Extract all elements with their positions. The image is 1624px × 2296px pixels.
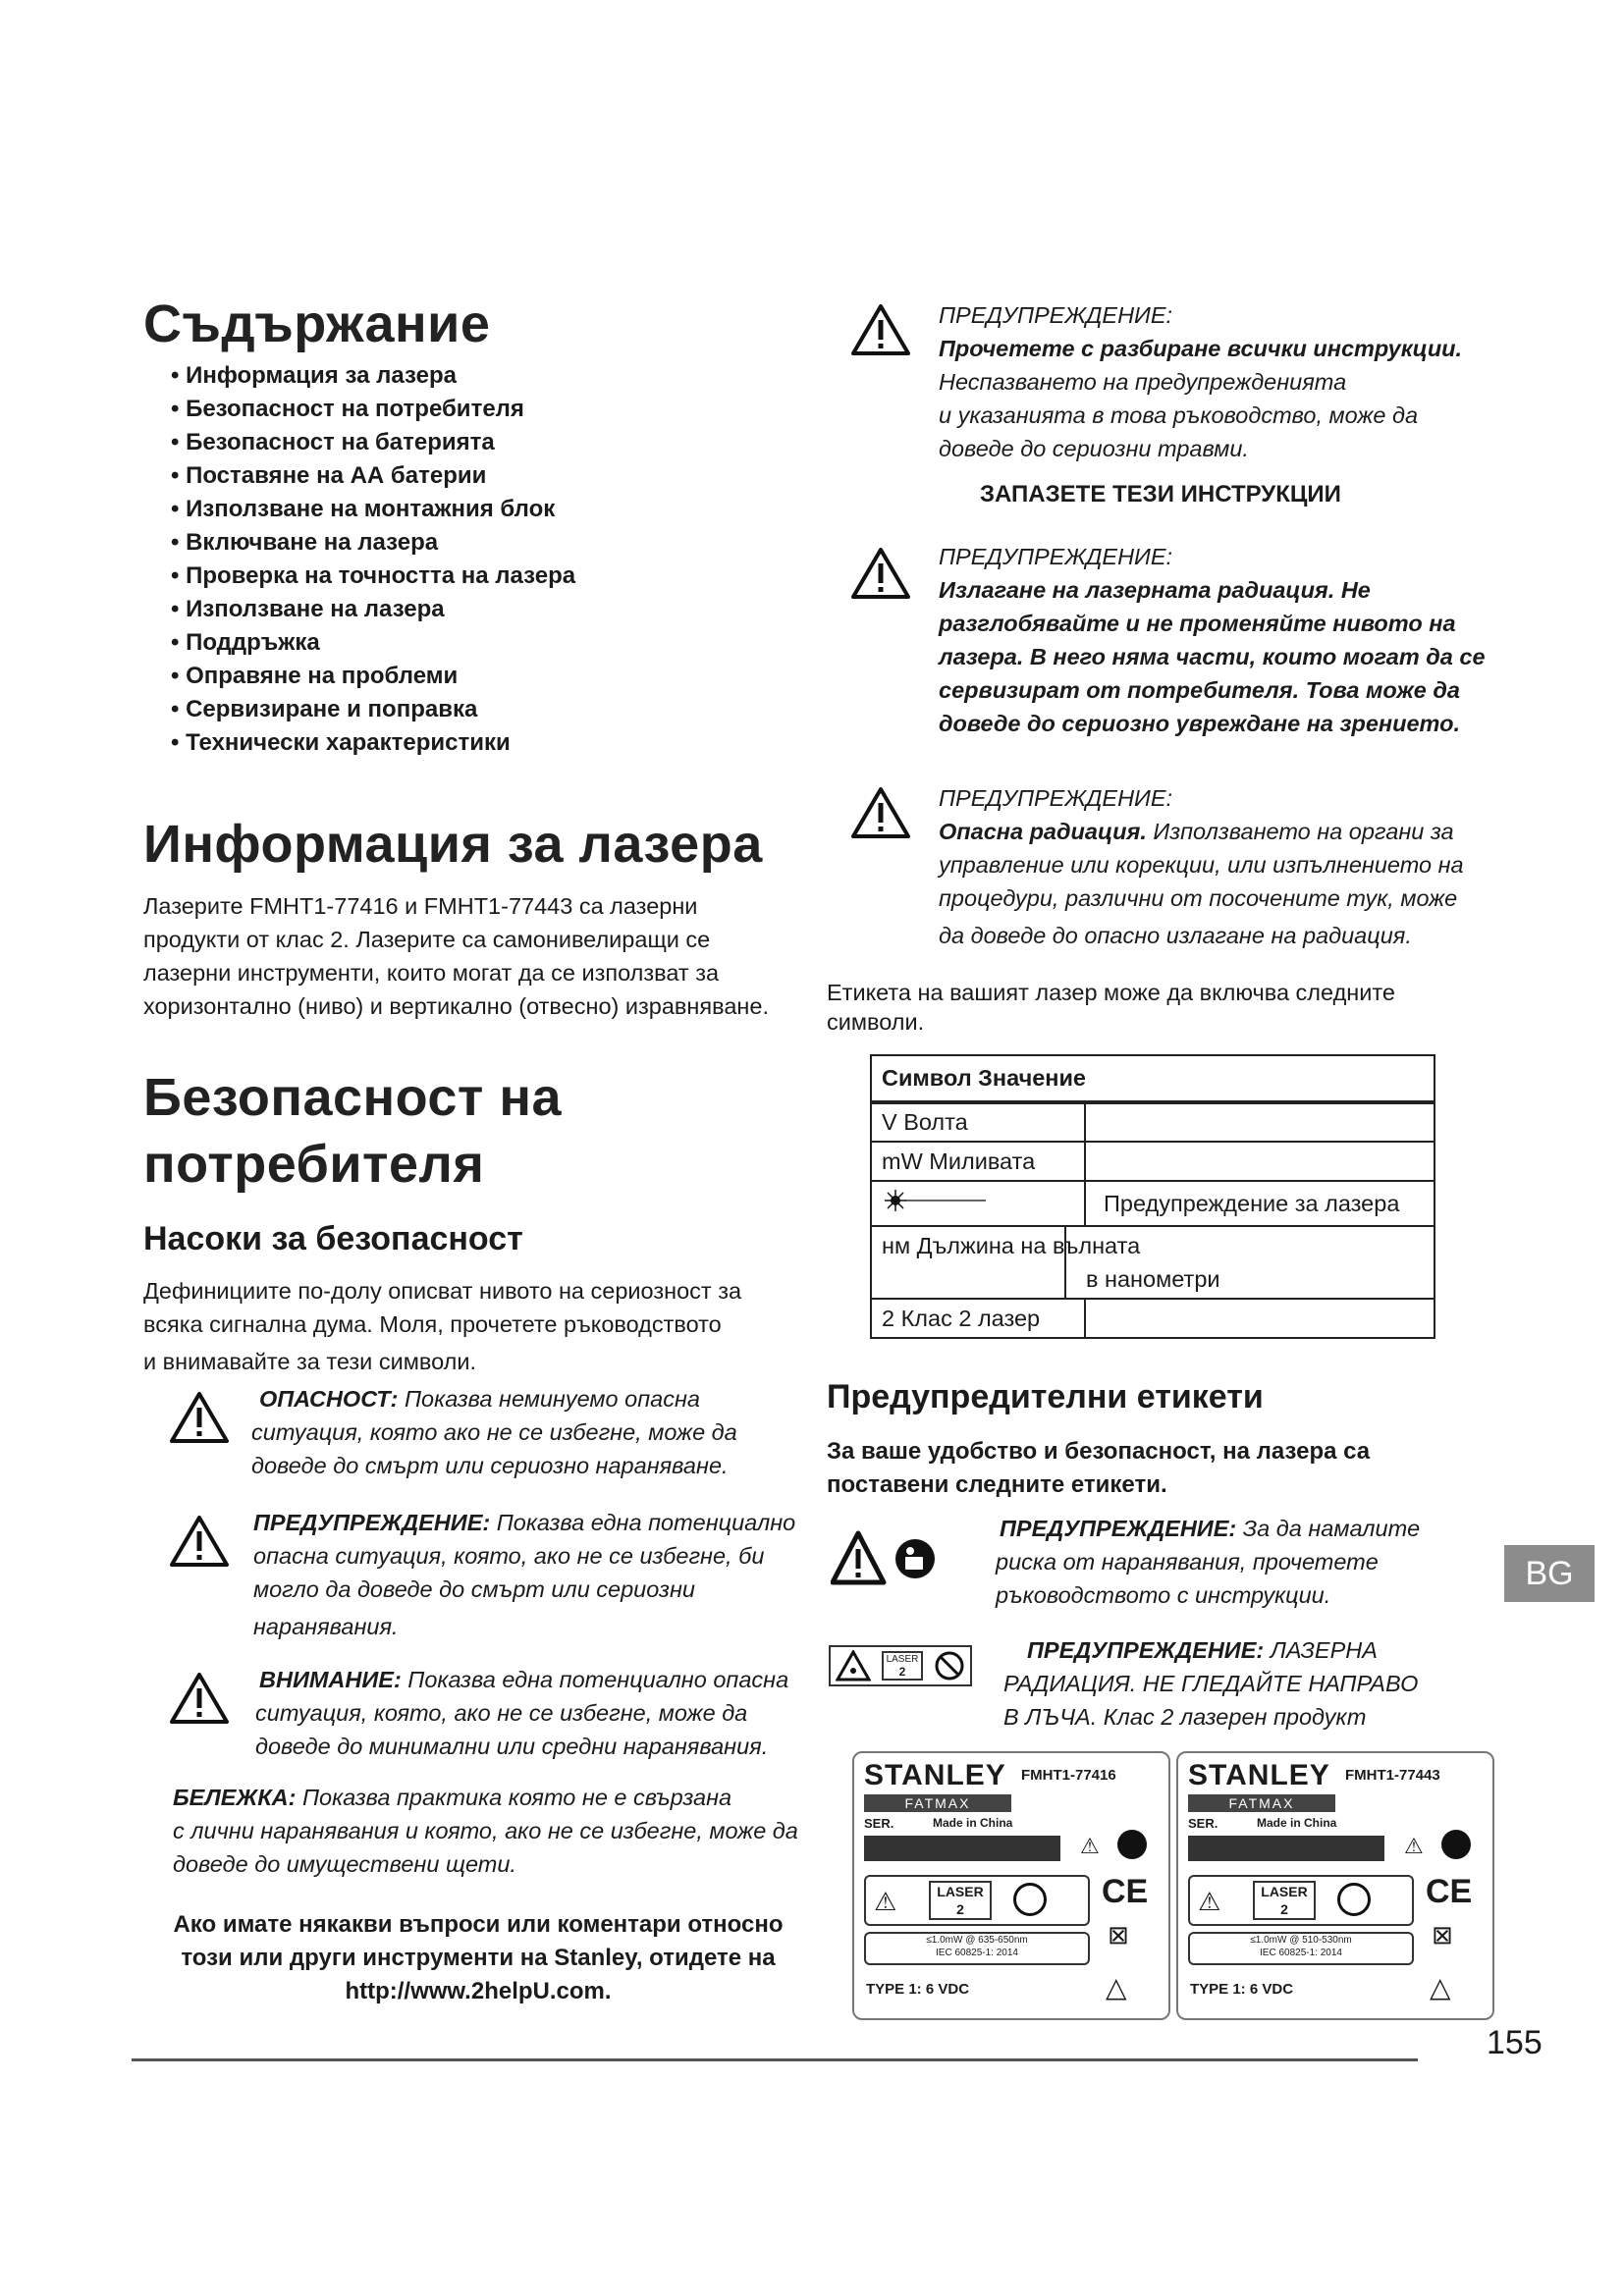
symbols-table	[870, 1054, 1435, 1339]
warning-hazardous-radiation: ПРЕДУПРЕЖДЕНИЕ: Опасна радиация. Използването на органи за управление или корекции, или изпълнението на процедури, различни от посочените тук, може да доведе до опасно излагане на радиация.	[939, 785, 1464, 948]
danger-warning-icon	[169, 1390, 230, 1445]
contents-title: Съдържание	[143, 294, 491, 353]
safety-intro: Дефинициите по-долу описват нивото на сериозност за всяка сигнална дума. Моля, прочетете ръководството и внимавайте за тези символи.	[143, 1278, 742, 1374]
laser-info-paragraph: Лазерите FMHT1-77416 и FMHT1-77443 са лазерни продукти от клас 2. Лазерите са самонивелиращи се лазерни инструменти, които могат да се използват за хоризонтално (ниво) и вертикално (отвесно) изравняване.	[143, 893, 769, 1019]
label-laser-radiation-text: ПРЕДУПРЕЖДЕНИЕ: ЛАЗЕРНА РАДИАЦИЯ. НЕ ГЛЕДАЙТЕ НАПРАВО В ЛЪЧА. Клас 2 лазерен продукт	[1003, 1637, 1419, 1730]
no-eye-contact-icon	[934, 1650, 965, 1682]
product-label-77443	[1176, 1751, 1494, 2020]
barcode-area	[1188, 1836, 1384, 1861]
toc-item: • Безопасност на батерията	[171, 426, 575, 459]
table-row: Предупреждение за лазера	[871, 1181, 1435, 1226]
laser-class-box: LASER 2	[1253, 1881, 1316, 1920]
model-number: FMHT1-77416	[1021, 1767, 1116, 1784]
table-of-contents	[171, 359, 575, 760]
laser-warning-strip	[1188, 1875, 1414, 1926]
laser-spec: ≤1.0mW @ 635-650nm IEC 60825-1: 2014	[926, 1935, 1028, 1958]
brand-logo: STANLEY	[864, 1759, 1006, 1791]
weee-icon: ⊠	[1108, 1920, 1129, 1949]
voltage-type: TYPE 1: 6 VDC	[866, 1981, 970, 1998]
toc-item: • Безопасност на потребителя	[171, 393, 575, 426]
label-symbols-intro: Етикета на вашият лазер може да включва следните символи.	[827, 980, 1395, 1035]
laser-class-box: LASER 2	[882, 1651, 924, 1681]
made-in: Made in China	[933, 1816, 1013, 1830]
footer-rule	[132, 2058, 1418, 2061]
toc-item: • Включване на лазера	[171, 526, 575, 560]
table-row: 2 Клас 2 лазер	[871, 1299, 1435, 1338]
caution-text: ВНИМАНИЕ: Показва една потенциално опасна ситуация, която, ако не се избегне, може да доведе до минимални или средни наранявания.	[255, 1667, 789, 1759]
toc-item: • Технически характеристики	[171, 726, 575, 760]
warning-read-label-icon: ⚠	[1080, 1834, 1100, 1858]
certification-icon: △	[1430, 1972, 1451, 2002]
toc-item: • Информация за лазера	[171, 359, 575, 393]
laser-hazard-icon	[836, 1650, 871, 1682]
serial-label: SER.	[1188, 1816, 1218, 1831]
warning-labels-intro: За ваше удобство и безопасност, на лазера са поставени следните етикети.	[827, 1438, 1371, 1498]
laser-class-box: LASER 2	[929, 1881, 992, 1920]
label-read-manual-text: ПРЕДУПРЕЖДЕНИЕ: За да намалите риска от наранявания, прочетете ръководството с инструкции.	[996, 1516, 1421, 1608]
spec-box	[864, 1932, 1090, 1965]
serial-label: SER.	[864, 1816, 894, 1831]
laser-spec: ≤1.0mW @ 510-530nm IEC 60825-1: 2014	[1250, 1935, 1352, 1958]
toc-item: • Проверка на точността на лазера	[171, 560, 575, 593]
toc-item: • Поставяне на АА батерии	[171, 459, 575, 493]
manual-icon	[1117, 1830, 1147, 1859]
user-safety-title-2: потребителя	[143, 1135, 485, 1194]
laser-beam-icon	[882, 1189, 990, 1212]
warning-labels-title: Предупредителни етикети	[827, 1378, 1264, 1415]
user-safety-title-1: Безопасност на	[143, 1068, 563, 1127]
language-tab: BG	[1504, 1545, 1595, 1602]
table-row: нм Дължина на вълната в нанометри	[871, 1226, 1435, 1299]
warning-read-label-icon: ⚠	[1404, 1834, 1424, 1858]
ce-mark: CE	[1426, 1873, 1473, 1910]
symbols-table-header: Символ Значение	[871, 1055, 1435, 1102]
barcode-area	[864, 1836, 1060, 1861]
save-instructions: ЗАПАЗЕТЕ ТЕЗИ ИНСТРУКЦИИ	[980, 481, 1341, 507]
certification-icon: △	[1106, 1972, 1127, 2002]
toc-item: • Сервизиране и поправка	[171, 693, 575, 726]
ce-mark: CE	[1102, 1873, 1149, 1910]
table-row: V Волта	[871, 1102, 1435, 1142]
caution-triangle-icon	[169, 1671, 230, 1726]
warning-laser-exposure: ПРЕДУПРЕЖДЕНИЕ: Излагане на лазерната радиация. Не разглобявайте и не променяйте нивото на лазера. В него няма части, които могат да се сервизират от потребителя. Това може да доведе до сериозно увреждане на зрението.	[939, 544, 1486, 736]
safety-guidelines-subtitle: Насоки за безопасност	[143, 1220, 523, 1257]
warning-read-instructions: ПРЕДУПРЕЖДЕНИЕ: Прочетете с разбиране всички инструкции. Неспазването на предупрежденията и указанията в това ръководство, може да доведе до сериозни травми.	[939, 302, 1463, 461]
read-manual-label-icon	[831, 1529, 937, 1588]
warning-triangle-icon	[169, 1514, 230, 1569]
no-eye-contact-icon	[1013, 1883, 1047, 1916]
voltage-type: TYPE 1: 6 VDC	[1190, 1981, 1294, 1998]
weee-icon: ⊠	[1432, 1920, 1453, 1949]
warning-text: ПРЕДУПРЕЖДЕНИЕ: Показва една потенциално опасна ситуация, която, ако не се избегне, би могло да доведе до смърт или сериозни наранявания.	[253, 1510, 796, 1639]
toc-item: • Използване на монтажния блок	[171, 493, 575, 526]
toc-item: • Оправяне на проблеми	[171, 660, 575, 693]
danger-text: ОПАСНОСТ: Показва неминуемо опасна ситуация, която ако не се избегне, може да доведе до смърт или сериозно нараняване.	[251, 1386, 737, 1478]
toc-item: • Използване на лазера	[171, 593, 575, 626]
fatmax-bar: FATMAX	[1188, 1794, 1335, 1812]
laser-radiation-label-icon	[829, 1645, 972, 1686]
laser-exposure-warning-icon	[850, 546, 911, 601]
table-row: mW Миливата	[871, 1142, 1435, 1181]
no-eye-contact-icon	[1337, 1883, 1371, 1916]
manual-icon	[1441, 1830, 1471, 1859]
laser-info-title: Информация за лазера	[143, 815, 763, 874]
laser-hazard-icon: ⚠	[1198, 1887, 1221, 1916]
read-instructions-warning-icon	[850, 302, 911, 357]
product-label-77416	[852, 1751, 1170, 2020]
spec-box	[1188, 1932, 1414, 1965]
brand-logo: STANLEY	[1188, 1759, 1330, 1791]
page-number: 155	[1487, 2024, 1543, 2061]
hazardous-radiation-warning-icon	[850, 785, 911, 840]
notice-text: БЕЛЕЖКА: Показва практика която не е свързана с лични наранявания и която, ако не се избегне, може да доведе до имуществени щети.	[173, 1785, 798, 1877]
laser-hazard-icon: ⚠	[874, 1887, 897, 1916]
toc-item: • Поддръжка	[171, 626, 575, 660]
model-number: FMHT1-77443	[1345, 1767, 1440, 1784]
contact-info: Ако имате някакви въпроси или коментари относно този или други инструменти на Stanley, отидете на http://www.2helpU.com.	[173, 1911, 784, 2004]
laser-warning-strip	[864, 1875, 1090, 1926]
made-in: Made in China	[1257, 1816, 1337, 1830]
fatmax-bar: FATMAX	[864, 1794, 1011, 1812]
